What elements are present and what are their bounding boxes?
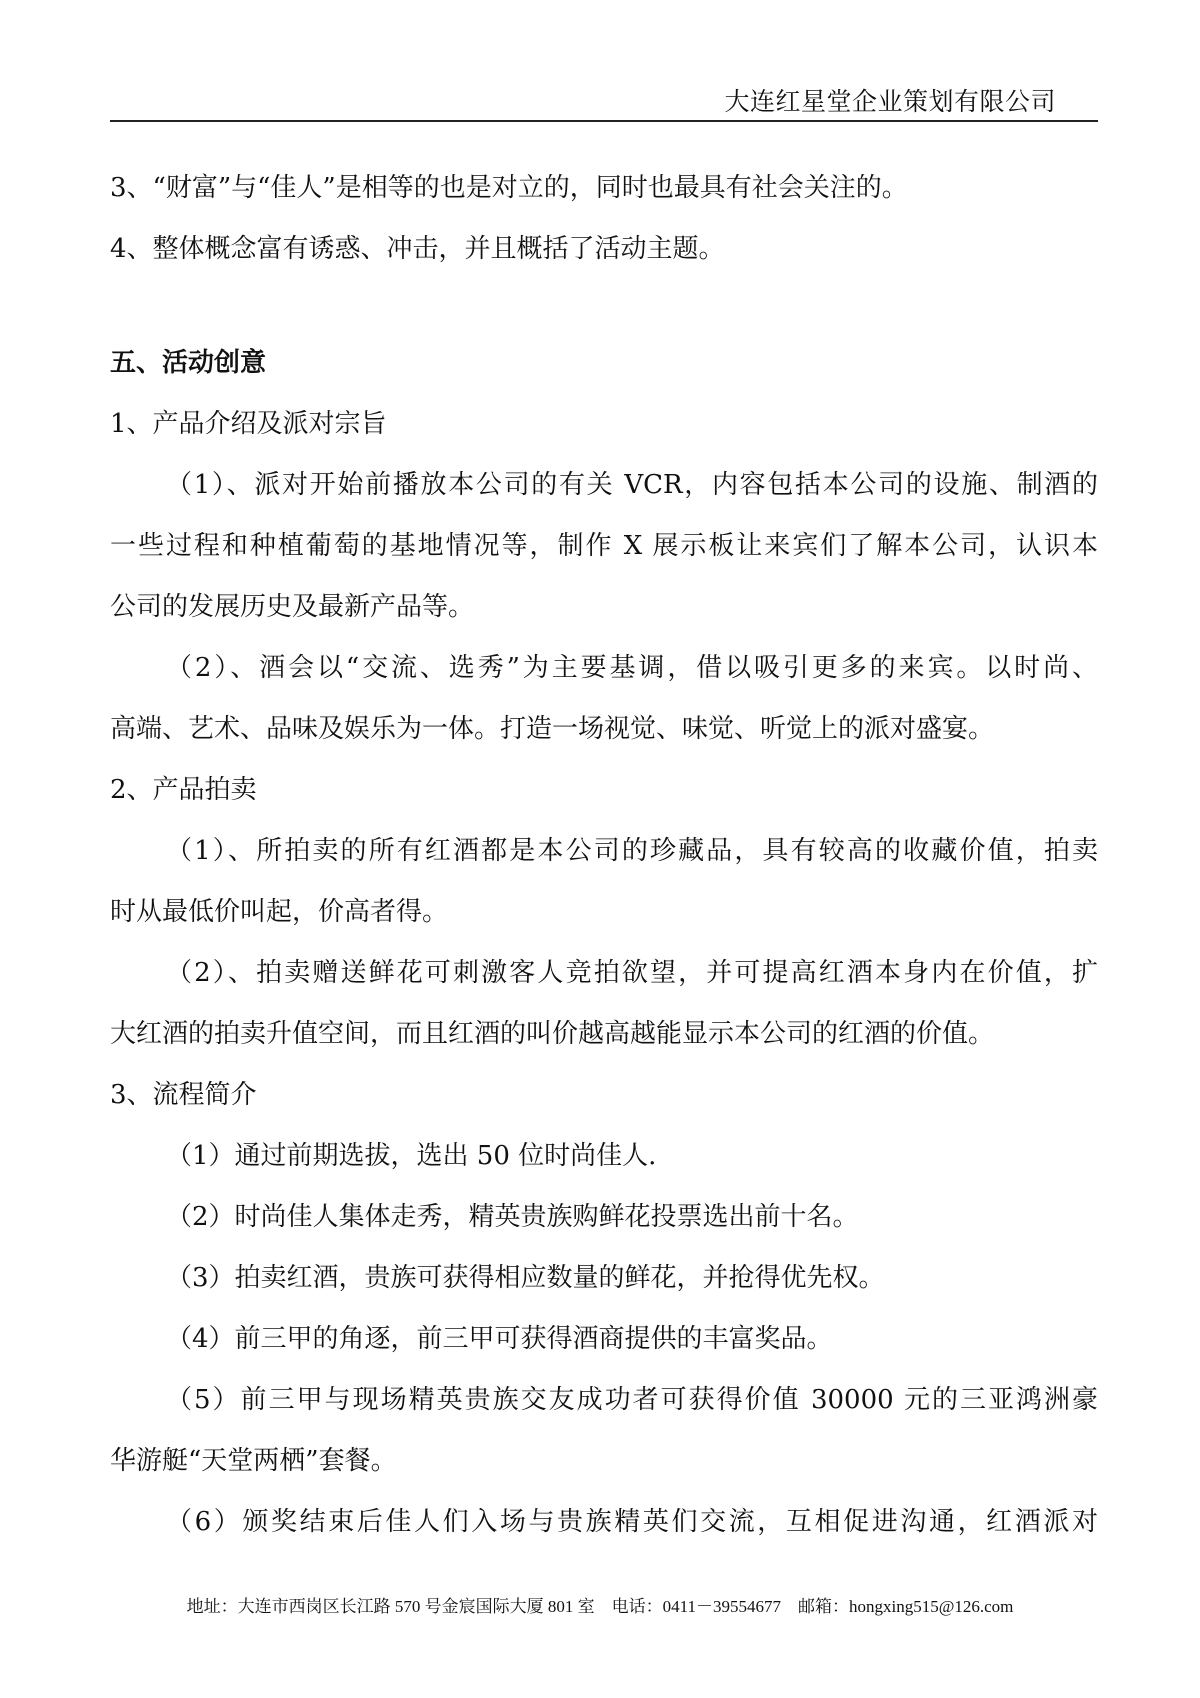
header-company-name: 大连红星堂企业策划有限公司 [724,87,1056,116]
paragraph-line: （1）、派对开始前播放本公司的有关 VCR，内容包括本公司的设施、制酒的 [166,470,1098,500]
paragraph-line: （2）、酒会以“交流、选秀”为主要基调，借以吸引更多的来宾。以时尚、 [166,653,1098,683]
page-footer: 地址：大连市西岗区长江路 570 号金宸国际大厦 801 室 电话：0411－39554677 邮箱：hongxing515@126.com [186,1597,1014,1616]
paragraph-line: （1）、所拍卖的所有红酒都是本公司的珍藏品，具有较高的收藏价值，拍卖 [166,836,1098,866]
paragraph-line: 4、整体概念富有诱惑、冲击，并且概括了活动主题。 [110,234,725,264]
subheading: 1、产品介绍及派对宗旨 [110,409,387,439]
paragraph-line: 一些过程和种植葡萄的基地情况等，制作 X 展示板让来宾们了解本公司，认识本 [110,531,1098,561]
paragraph-line: 公司的发展历史及最新产品等。 [110,592,475,622]
list-item: （5）前三甲与现场精英贵族交友成功者可获得价值 30000 元的三亚鸿洲豪 [166,1385,1098,1415]
paragraph-line: 高端、艺术、品味及娱乐为一体。打造一场视觉、味觉、听觉上的派对盛宴。 [110,714,995,744]
list-item-continuation: 华游艇“天堂两栖”套餐。 [110,1446,397,1476]
list-item: （6）颁奖结束后佳人们入场与贵族精英们交流，互相促进沟通，红酒派对 [166,1507,1098,1537]
paragraph-line: 3、“财富”与“佳人”是相等的也是对立的，同时也最具有社会关注的。 [110,173,908,203]
section-heading: 五、活动创意 [110,348,267,378]
list-item: （4）前三甲的角逐，前三甲可获得酒商提供的丰富奖品。 [166,1324,833,1354]
document-body [110,158,1098,1553]
page-header [110,78,1098,122]
paragraph-line: 时从最低价叫起，价高者得。 [110,897,449,927]
list-item: （2）时尚佳人集体走秀，精英贵族购鲜花投票选出前十名。 [166,1202,859,1232]
spacer [110,280,1098,333]
subheading: 2、产品拍卖 [110,775,257,805]
subheading: 3、流程简介 [110,1080,257,1110]
list-item: （1）通过前期选拔，选出 50 位时尚佳人. [166,1141,657,1171]
list-item: （3）拍卖红酒，贵族可获得相应数量的鲜花，并抢得优先权。 [166,1263,885,1293]
paragraph-line: 大红酒的拍卖升值空间，而且红酒的叫价越高越能显示本公司的红酒的价值。 [110,1019,995,1049]
paragraph-line: （2）、拍卖赠送鲜花可刺激客人竞拍欲望，并可提高红酒本身内在价值，扩 [166,958,1098,988]
